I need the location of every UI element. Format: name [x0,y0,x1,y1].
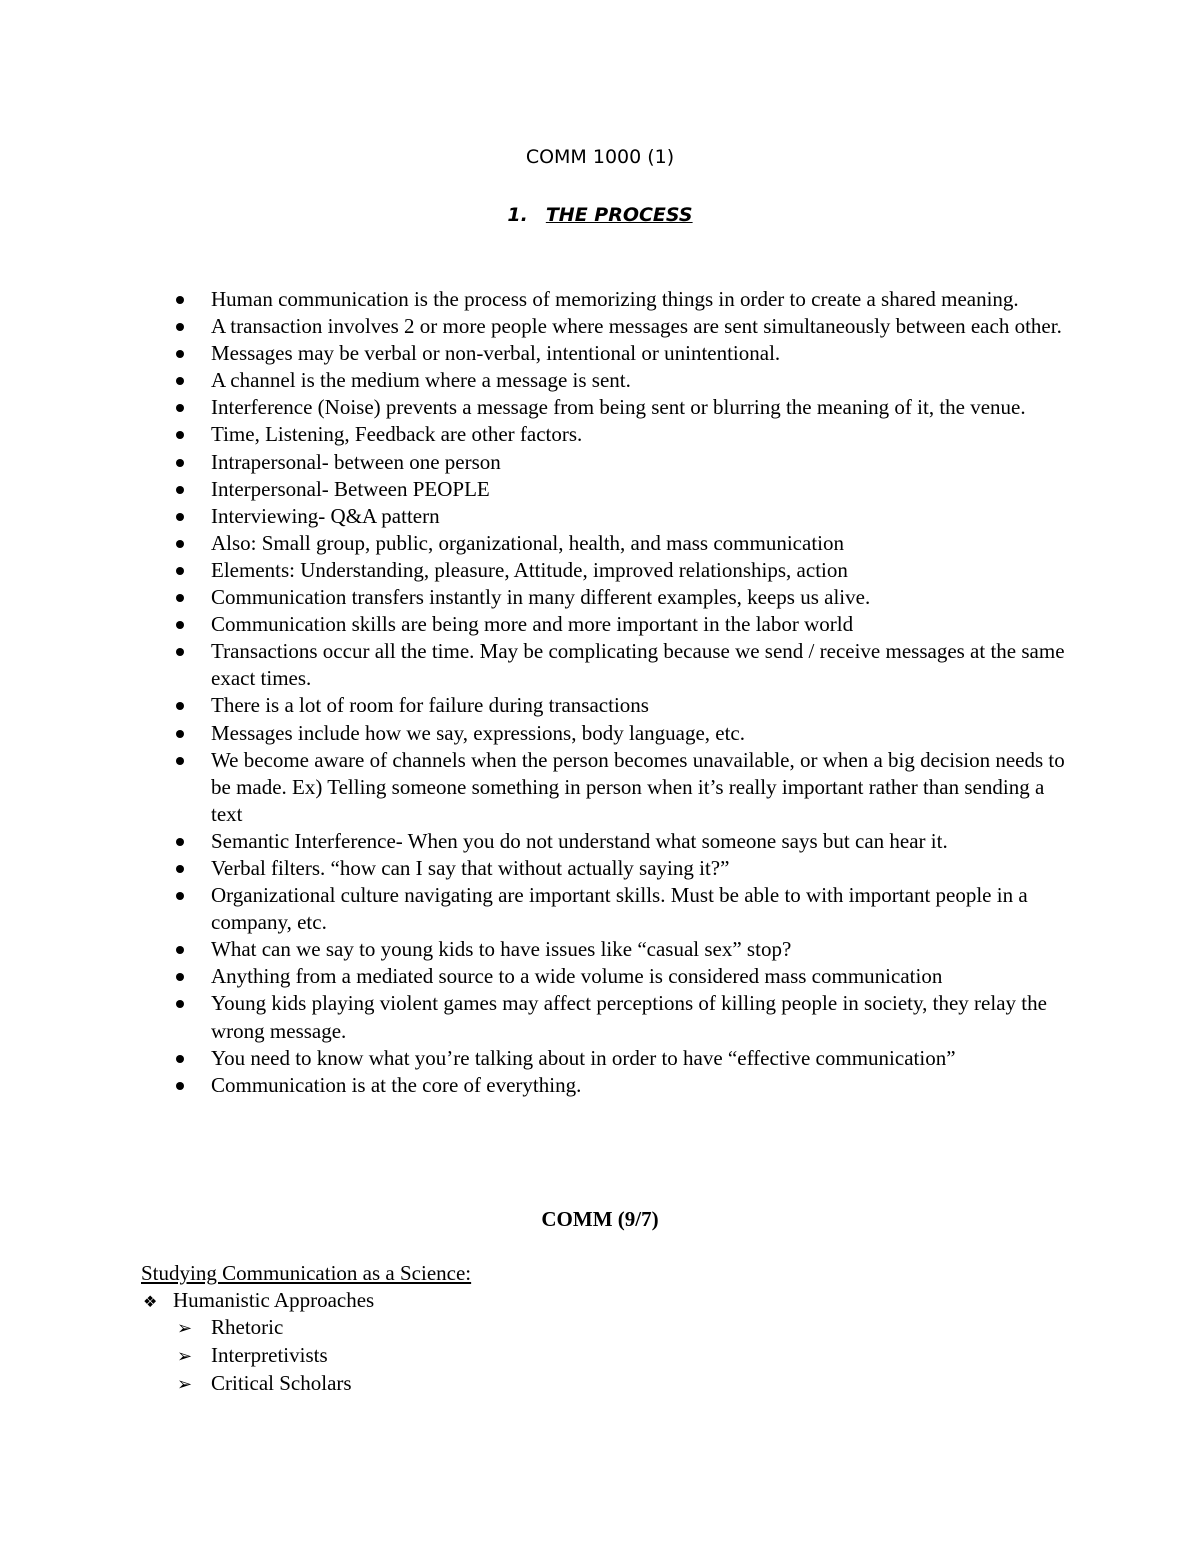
bullet-dot-icon [176,296,184,304]
bullet-item [172,394,1072,421]
bullet-text: Communication skills are being more and more important in the labor world [211,612,854,637]
bullet-item [172,855,1072,882]
bullet-dot-icon [176,621,184,629]
sub-list-item [177,1342,352,1370]
bullet-item [172,557,1072,584]
bullet-item [172,449,1072,476]
bullet-item [172,584,1072,611]
arrow-bullet-icon: ➢ [177,1346,193,1366]
approach-sub-list [177,1314,352,1398]
bullet-dot-icon [176,838,184,846]
bullet-item [172,1045,1072,1072]
bullet-text: Messages include how we say, expressions, body language, etc. [211,720,746,745]
bullet-list [172,286,1072,1099]
bullet-dot-icon [176,648,184,656]
sub-list-item [177,1314,352,1342]
bullet-item [172,611,1072,638]
arrow-bullet-icon: ➢ [177,1374,193,1394]
bullet-text: Communication is at the core of everything. [211,1072,582,1097]
section-heading [0,202,1200,228]
approach-item [143,1287,374,1316]
sub-list-item-label: Critical Scholars [211,1371,352,1395]
approach-label: Humanistic Approaches [173,1288,375,1312]
bullet-item [172,1072,1072,1099]
bullet-dot-icon [176,486,184,494]
bullet-text: Elements: Understanding, pleasure, Attitude, improved relationships, action [211,557,848,582]
bullet-dot-icon [176,1082,184,1090]
bullet-dot-icon [176,865,184,873]
sub-list-item-label: Interpretivists [211,1343,328,1367]
bullet-dot-icon [176,540,184,548]
bullet-dot-icon [176,702,184,710]
bullet-text: Interviewing- Q&A pattern [211,503,440,528]
bullet-item [172,286,1072,313]
bullet-dot-icon [176,377,184,385]
bullet-text: Interpersonal- Between PEOPLE [211,476,490,501]
bullet-dot-icon [176,594,184,602]
bullet-dot-icon [176,567,184,575]
bullet-item [172,313,1072,340]
bullet-dot-icon [176,431,184,439]
bullet-item [172,963,1072,990]
bullet-item [172,530,1072,557]
bullet-text: Semantic Interference- When you do not understand what someone says but can hear it. [211,828,948,853]
bullet-text: A channel is the medium where a message is sent. [211,368,631,393]
course-title: COMM 1000 (1) [525,146,675,168]
bullet-dot-icon [176,892,184,900]
date-heading: COMM (9/7) [541,1207,659,1231]
bullet-item [172,828,1072,855]
bullet-item [172,882,1072,936]
bullet-dot-icon [176,973,184,981]
section-title: THE PROCESS [545,204,693,226]
bullet-item [172,503,1072,530]
bullet-text: Transactions occur all the time. May be complicating because we send / receive messages at the same exact times. [211,639,1065,691]
diamond-bullet-icon: ❖ [143,1294,158,1311]
bullet-item [172,692,1072,719]
bullet-text: Young kids playing violent games may affect perceptions of killing people in society, they relay the wrong message. [211,991,1047,1043]
sub-list-item-label: Rhetoric [211,1315,284,1339]
bullet-text: Communication transfers instantly in many different examples, keeps us alive. [211,585,871,610]
bullet-item [172,720,1072,747]
bullet-dot-icon [176,350,184,358]
subtitle: Studying Communication as a Science: [141,1261,472,1285]
bullet-item [172,340,1072,367]
bullet-text: You need to know what you’re talking about in order to have “effective communication” [211,1045,956,1070]
bullet-text: Human communication is the process of memorizing things in order to create a shared meaning. [211,287,1019,311]
bullet-dot-icon [176,1055,184,1063]
bullet-text: Also: Small group, public, organizational, health, and mass communication [211,530,844,555]
bullet-text: What can we say to young kids to have issues like “casual sex” stop? [211,937,792,962]
section-number: 1. [507,204,528,226]
bullet-item [172,367,1072,394]
bullet-dot-icon [176,730,184,738]
bullet-dot-icon [176,1000,184,1008]
bullet-dot-icon [176,946,184,954]
bullet-item [172,421,1072,448]
bullet-text: Time, Listening, Feedback are other factors. [211,422,583,447]
arrow-bullet-icon: ➢ [177,1318,193,1338]
bullet-text: There is a lot of room for failure during transactions [211,693,649,718]
bullet-dot-icon [176,323,184,331]
bullet-text: Intrapersonal- between one person [211,449,501,474]
bullet-dot-icon [176,404,184,412]
bullet-text: Messages may be verbal or non-verbal, intentional or unintentional. [211,341,781,366]
bullet-dot-icon [176,757,184,765]
bullet-item [172,747,1072,828]
bullet-text: Interference (Noise) prevents a message from being sent or blurring the meaning of it, the venue. [211,395,1026,420]
bullet-dot-icon [176,459,184,467]
bullet-item [172,990,1072,1044]
bullet-text: A transaction involves 2 or more people where messages are sent simultaneously between each other. [211,314,1062,339]
bullet-dot-icon [176,513,184,521]
sub-list-item [177,1370,352,1398]
bullet-text: Organizational culture navigating are important skills. Must be able to with important people in a company, etc. [211,883,1028,935]
bullet-text: Verbal filters. “how can I say that without actually saying it?” [211,855,730,880]
bullet-item [172,476,1072,503]
bullet-text: We become aware of channels when the person becomes unavailable, or when a big decision needs to be made. Ex) Telling someone something in person when it’s really important rather than sending a text [211,747,1065,826]
bullet-item [172,638,1072,692]
bullet-item [172,936,1072,963]
bullet-text: Anything from a mediated source to a wide volume is considered mass communication [211,964,943,989]
